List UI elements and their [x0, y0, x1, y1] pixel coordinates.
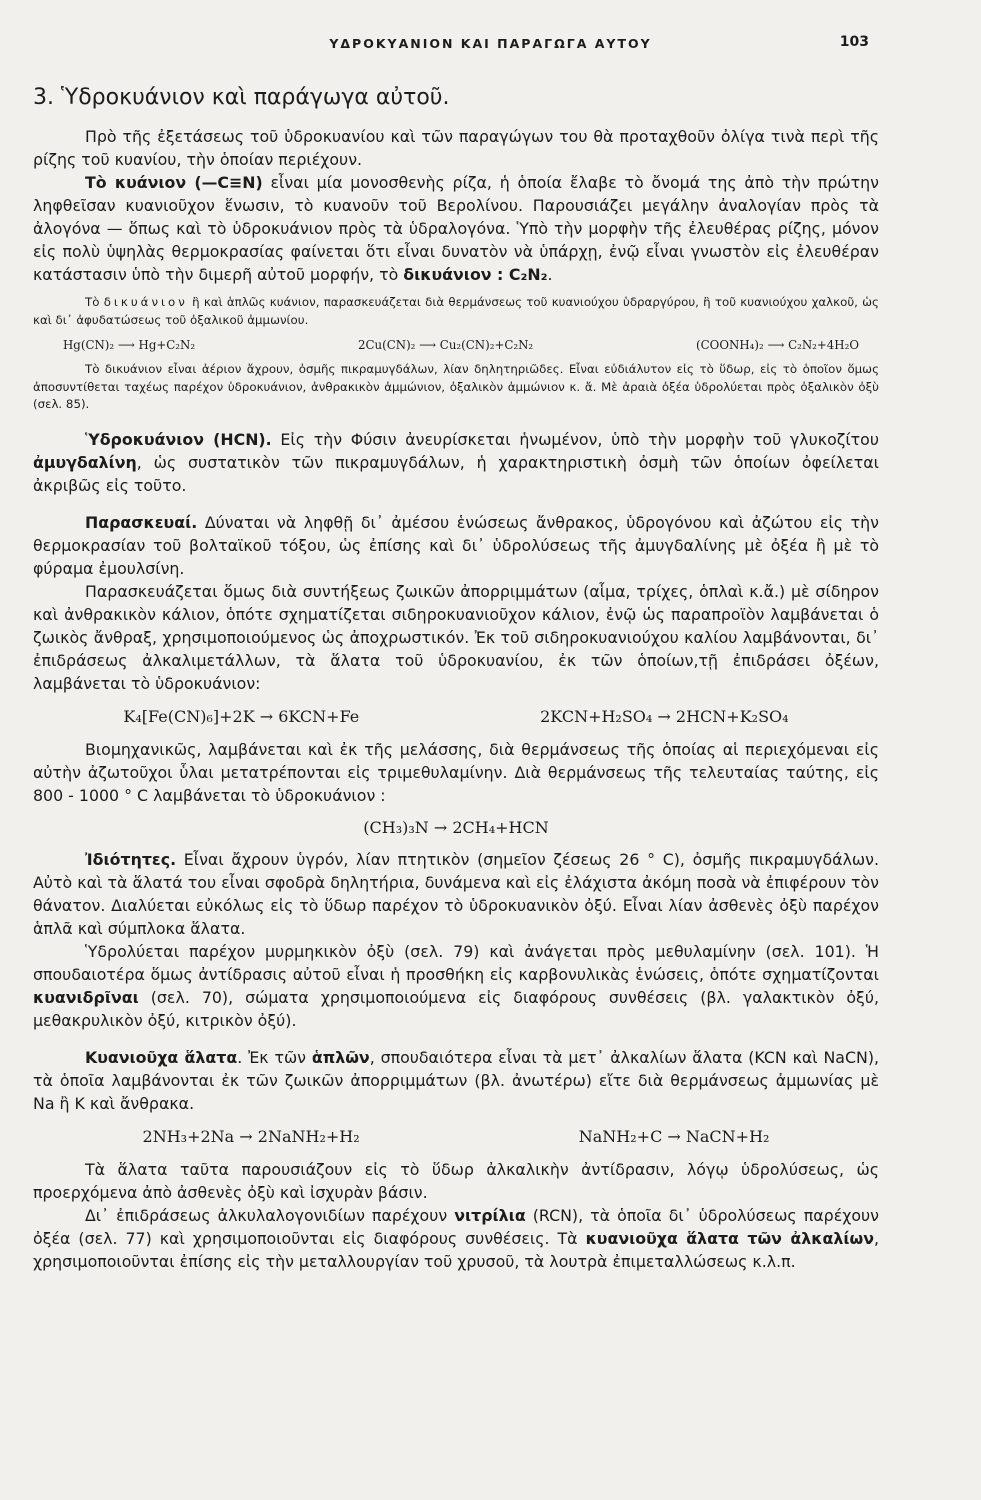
preparation-paragraph-2: Παρασκευάζεται ὅμως διὰ συντήξεως ζωικῶν ἀπορριμμάτων (αἷμα, τρίχες, ὁπλαὶ κ.ἄ.) μὲ σίδηρον καὶ ἀνθρακικὸν κάλιον, ὁπότε σχηματίζεται σιδηροκυανιοῦχον κάλιον, ἐνῷ ὡς παραπροϊὸν λαμβάνεται ὁ ζωικὸς ἄνθραξ, χρησιμοποιούμενος ὡς ἀποχρωστικόν. Ἐκ τοῦ σιδηροκυανιούχου καλίου λαμβάνονται, δι᾽ ἐπιδράσεως ἀλκαλιμετάλλων, τὰ ἅλατα τοῦ ὑδροκυανίου, ἐκ τῶν ὁποίων,τῇ ἐπιδράσει ὀξέων, λαμβάνεται τὸ ὑδροκυάνιον:: [33, 581, 879, 693]
note-equation: (COONH₄)₂ ⟶ C₂N₂+4H₂O: [696, 338, 859, 352]
hcn-text: Εἰς τὴν Φύσιν ἀνευρίσκεται ἡνωμένον, ὑπὸ τὴν μορφὴν τοῦ γλυκοζίτου: [271, 429, 879, 449]
nitriles-term: νιτρίλια: [454, 1205, 526, 1225]
intro-paragraph: Πρὸ τῆς ἐξετάσεως τοῦ ὑδροκυανίου καὶ τῶν παραγώγων του θὰ προταχθοῦν ὀλίγα τινὰ περὶ τῆς ρίζης τοῦ κυανίου, τὴν ὁποίαν περιέχουν.: [33, 127, 879, 169]
properties-paragraph: [33, 848, 879, 940]
note-equation: Hg(CN)₂ ⟶ Hg+C₂N₂: [63, 338, 196, 352]
equation: 2KCN+H₂SO₄ → 2HCN+K₂SO₄: [540, 706, 789, 726]
dicyan-note: [33, 294, 879, 329]
note-spaced-term: δικυάνιον: [103, 295, 188, 309]
running-title: ΥΔΡΟΚΥΑΝΙΟΝ ΚΑΙ ΠΑΡΑΓΩΓΑ ΑΥΤΟΥ: [329, 36, 652, 51]
dicyan-properties-note: Τὸ δικυάνιον εἶναι ἀέριον ἄχρουν, ὀσμῆς πικραμυγδάλων, λίαν δηλητηριῶδες. Εἶναι εὐδιάλυτον εἰς τὸ ὕδωρ, εἰς τὸ ὁποῖον ὅμως ἀποσυντίθεται ταχέως παρέχον ὑδροκυάνιον, ἀνθρακικὸν ἀμμώνιον, ὀξαλικὸν ἀμμώνιον κ. ἄ. Μὲ ἀραιὰ ὀξέα ὑδρολύεται πρὸς ὀξαλικὸν ὀξὺ (σελ. 85).: [33, 362, 879, 411]
amygdalin-term: ἀμυγδαλίνη: [33, 452, 137, 472]
properties-text: Εἶναι ἄχρουν ὑγρόν, λίαν πτητικὸν (σημεῖον ζέσεως 26 ° C), ὀσμῆς πικραμυγδάλων. Αὐτὸ καὶ τὰ ἅλατά του εἶναι σφοδρὰ δηλητήρια, δυνάμενα καὶ εἰς ἐλάχιστα ἀκόμη ποσὰ νὰ ἐπιφέρουν τὸν θάνατον. Διαλύεται εὐκόλως εἰς τὸ ὕδωρ παρέχον τὸ ὑδροκυανικὸν ὀξύ. Εἶναι λίαν ἀσθενὲς ὀξὺ παρέχον ἁπλᾶ καὶ σύμπλοκα ἅλατα.: [33, 849, 879, 938]
preparation-text: Δύναται νὰ ληφθῇ δι᾽ ἀμέσου ἑνώσεως ἄνθρακος, ὑδρογόνου καὶ ἀζώτου εἰς τὴν θερμοκρασίαν τοῦ βολταϊκοῦ τόξου, ὡς ἐπίσης καὶ δι᾽ ὑδρολύσεως τῆς ἀμυγδαλίνης μὲ ὀξέα ἢ μὲ τὸ φύραμα ἐμουλσίνη.: [33, 512, 879, 578]
note-text: ἢ καὶ ἁπλῶς κυάνιον, παρασκευάζεται διὰ θερμάνσεως τοῦ κυανιούχου ὑδραργύρου, ἢ τοῦ κυανιούχου χαλκοῦ, ὡς καὶ δι᾽ ἀφυδατώσεως τοῦ ὀξαλικοῦ ἀμμωνίου.: [33, 295, 879, 327]
cyanohydrin-term: κυανιδρῖναι: [33, 987, 139, 1007]
nitriles-paragraph: [33, 1204, 879, 1273]
salts-equations: [33, 1127, 879, 1146]
cyanide-end: .: [547, 265, 553, 284]
note-equation: 2Cu(CN)₂ ⟶ Cu₂(CN)₂+C₂N₂: [357, 338, 534, 352]
equation: K₄[Fe(CN)₆]+2K → 6KCN+Fe: [123, 706, 360, 726]
salts-term: Κυανιοῦχα ἅλατα: [85, 1047, 238, 1067]
hcn-paragraph: [33, 428, 879, 497]
cyanide-term: Τὸ κυάνιον (—C≡N): [85, 173, 263, 192]
cyanide-text: εἶναι μία μονοσθενὴς ρίζα, ἡ ὁποία ἔλαβε τὸ ὄνομά της ἀπὸ τὴν πρώτην ληφθεῖσαν κυανιοῦχον ἕνωσιν, τὸ κυανοῦν τοῦ Βερολίνου. Παρουσιάζει μεγάλην ἀναλογίαν πρὸς τὰ ἀλογόνα — ὅπως καὶ τὸ ὑδροκυάνιον πρὸς τὰ ὑδραλογόνα. Ὑπὸ τὴν μορφὴν τῆς ἐλευθέρας ρίζης, μόνον εἰς πολὺ ὑψηλὰς θερμοκρασίας φαίνεται ὅτι εἶναι δυνατὸν νὰ ὑπάρχῃ, ἐνῷ εἶναι γνωστὸν εἰς ἐλευθέραν κατάστασιν ὑπὸ τὴν διμερῆ αὐτοῦ μορφήν, τὸ: [33, 173, 879, 284]
page-body: [33, 85, 879, 1273]
properties-text-2: Ὑδρολύεται παρέχον μυρμηκικὸν ὀξὺ (σελ. 79) καὶ ἀνάγεται πρὸς μεθυλαμίνην (σελ. 101). Ἡ σπουδαιοτέρα ὅμως ἀντίδρασις αὐτοῦ εἶναι ἡ προσθήκη εἰς καρβονυλικὰς ἑνώσεις, ὁπότε σχηματίζονται: [33, 941, 879, 984]
salts-hydrolysis-paragraph: Τὰ ἅλατα ταῦτα παρουσιάζουν εἰς τὸ ὕδωρ ἀλκαλικὴν ἀντίδρασιν, λόγῳ ὑδρολύσεως, ὡς προερχόμενα ἀπὸ ἀσθενὲς ὀξὺ καὶ ἰσχυρὰν βάσιν.: [33, 1159, 879, 1202]
nitriles-text-2: (RCN), τὰ ὁποῖα δι᾽ ὑδρολύσεως παρέχουν ὀξέα (σελ. 77) καὶ χρησιμοποιοῦνται εἰς διαφόρους συνθέσεις. Τὰ: [33, 1205, 879, 1248]
salts-text-2: , σπουδαιότερα εἶναι τὰ μετ᾽ ἀλκαλίων ἅλατα (KCN καὶ NaCN), τὰ ὁποῖα λαμβάνονται ἐκ τῶν ζωικῶν ἀπορριμμάτων (βλ. ἀνωτέρω) εἴτε διὰ θερμάνσεως ἀμμωνίας μὲ Na ἢ K καὶ ἄνθρακα.: [33, 1047, 880, 1113]
preparation-equations: [33, 707, 879, 726]
preparation-term: Παρασκευαί.: [85, 512, 198, 532]
cyanide-paragraph: [33, 171, 879, 286]
equation: NaNH₂+C → NaCN+H₂: [578, 1126, 770, 1146]
hcn-text-2: , ὡς συστατικὸν τῶν πικραμυγδάλων, ἡ χαρακτηριστικὴ ὀσμὴ τῶν ὁποίων ὀφείλεται ἀκριβῶς εἰς τοῦτο.: [33, 452, 879, 495]
simple-salts-term: ἁπλῶν: [311, 1047, 370, 1067]
page-number: 103: [839, 34, 869, 50]
nitriles-text-3: , χρησιμοποιοῦνται ἐπίσης εἰς τὴν μεταλλουργίαν τοῦ χρυσοῦ, τὰ λουτρὰ ἐπιμεταλλώσεως κ.λ.π.: [33, 1228, 879, 1271]
hcn-term: Ὑδροκυάνιον (HCN).: [85, 429, 272, 449]
salts-text: . Ἐκ τῶν: [237, 1047, 312, 1067]
alkali-cyanides-term: κυανιοῦχα ἅλατα τῶν ἀλκαλίων: [585, 1228, 874, 1248]
equation: 2NH₃+2Na → 2NaNH₂+H₂: [142, 1126, 360, 1146]
nitriles-text: Δι᾽ ἐπιδράσεως ἀλκυλαλογονιδίων παρέχουν: [85, 1205, 455, 1225]
dicyan-term: δικυάνιον : C₂N₂: [403, 265, 548, 284]
note-equations: [63, 338, 859, 352]
equation: (CH₃)₃N → 2CH₄+HCN: [363, 817, 549, 837]
preparation-paragraph: [33, 511, 879, 580]
note-lead: Τὸ: [85, 295, 104, 309]
properties-text-3: (σελ. 70), σώματα χρησιμοποιούμενα εἰς διαφόρους συνθέσεις (βλ. γαλακτικὸν ὀξύ, μεθακρυλικὸν ὀξύ, κιτρικὸν ὀξύ).: [33, 987, 879, 1030]
section-title: 3. Ὑδροκυάνιον καὶ παράγωγα αὐτοῦ.: [33, 85, 450, 110]
salts-paragraph: [33, 1046, 879, 1115]
properties-term: Ἰδιότητες.: [85, 849, 177, 869]
properties-paragraph-2: [33, 940, 879, 1032]
industrial-paragraph: Βιομηχανικῶς, λαμβάνεται καὶ ἐκ τῆς μελάσσης, διὰ θερμάνσεως τῆς ὁποίας αἱ περιεχόμεναι εἰς αὐτὴν ἀζωτοῦχοι ὗλαι μετατρέπονται εἰς τριμεθυλαμίνην. Διὰ θερμάνσεως τῆς τελευταίας ταύτης, εἰς 800 - 1000 ° C λαμβάνεται τὸ ὑδροκυάνιον :: [33, 739, 879, 805]
